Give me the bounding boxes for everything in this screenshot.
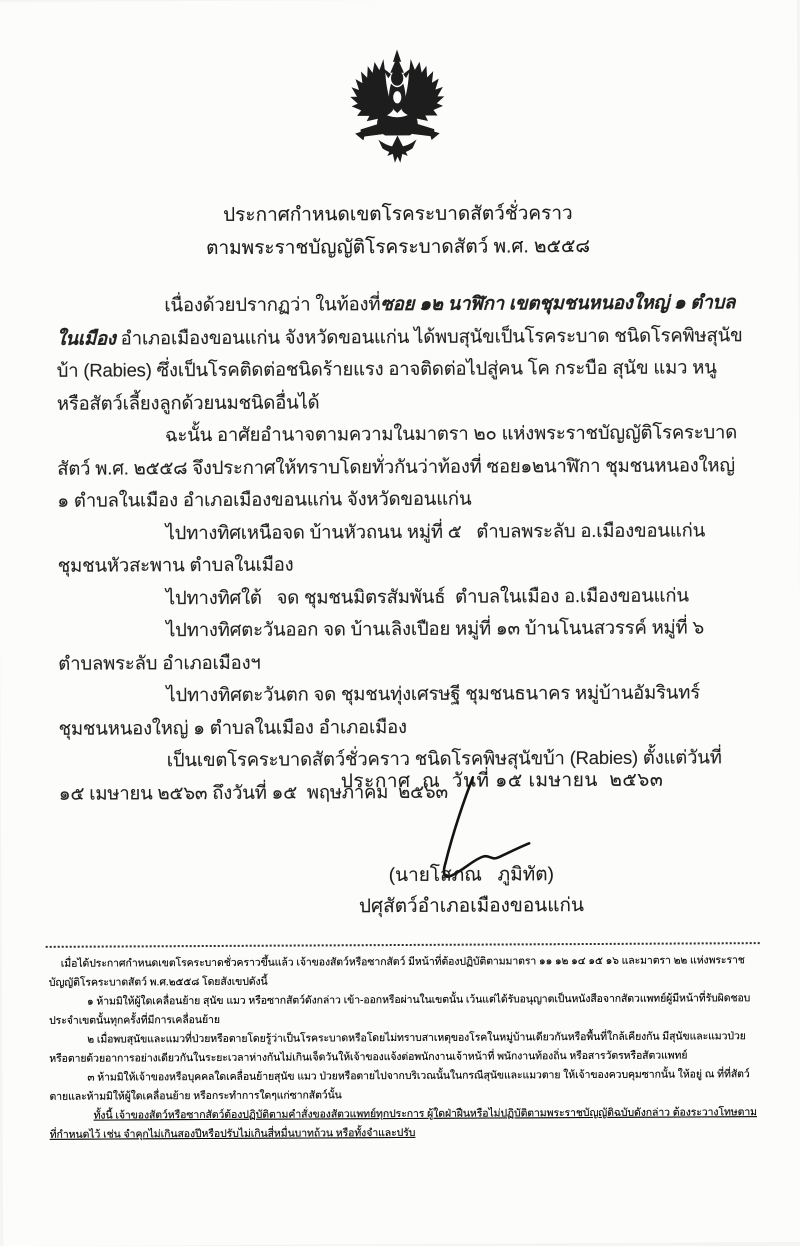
dotted-divider: [46, 942, 760, 948]
announcement-date-line: ประกาศ ณ วันที่ ๑๕ เมษายน ๒๕๖๓: [340, 769, 664, 793]
paragraph-effective-period: เป็นเขตโรคระบาดสัตว์ชั่วคราว ชนิดโรคพิษสุนัขบ้า (Rabies) ตั้งแต่วันที่ ๑๕ เมษายน ๒๕๖๓ ถึงวันที่ ๑๕ พฤษภาคม ๒๕๖๓: [58, 746, 722, 804]
signatory-block: [321, 859, 621, 923]
footnote-item-1: ๑ ห้ามมิให้ผู้ใดเคลื่อนย้าย สุนัข แมว หรือซากสัตว์ดังกล่าว เข้า-ออกหรือผ่านในเขตนั้น เว้นแต่ได้รับอนุญาตเป็นหนังสือจากสัตวแพทย์ผู้มีหน้าที่รับผิดชอบประจำเขตนั้นทุกครั้งที่มีการเคลื่อนย้าย: [49, 992, 751, 1027]
boundary-south: ไปทางทิศใต้ จด ชุมชนมิตรสัมพันธ์ ตำบลในเมือง อ.เมืองขอนแก่น: [165, 583, 689, 608]
boundary-west: ไปทางทิศตะวันตก จด ชุมชนทุ่งเศรษฐี ชุมชนธนาคร หมู่บ้านอัมรินทร์ ชุมชนหนองใหญ่ ๑ ตำบลในเมือง อำเภอเมือง: [58, 681, 701, 739]
boundary-east: ไปทางทิศตะวันออก จด บ้านเลิงเปือย หมู่ที่ ๑๓ บ้านโนนสวรรค์ หมู่ที่ ๖ ตำบลพระลับ อำเภอเมืองฯ: [58, 616, 705, 674]
footnote-item-2: ๒ เมื่อพบสุนัขและแมวที่ป่วยหรือตายโดยรู้ว่าเป็นโรคระบาดหรือโดยไม่ทราบสาเหตุของโรคในหมู่บ้านเดียวกันหรือพื้นที่ใกล้เคียงกัน มีสุนัขและแมวป่วยหรือตายด้วยอาการอย่างเดียวกันในระยะเวลาห่างกันไม่เกินเจ็ดวันให้เจ้าของแจ้งต่อพนักงานเจ้าหน้าที่ พนักงานท้องถิ่น หรือสารวัตรหรือสัตวแพทย์: [49, 1030, 746, 1065]
outbreak-location-emphasis: ซอย ๑๒ นาฬิกา เขตชุมชนหนองใหญ่ ๑ ตำบลในเมือง: [56, 291, 736, 349]
paragraph-authority: ฉะนั้น อาศัยอำนาจตามความในมาตรา ๒๐ แห่งพระราชบัญญัติโรคระบาดสัตว์ พ.ศ. ๒๕๕๘ จึงประกาศให้ทราบโดยทั่วกันว่าท้องที่ ซอย๑๒นาฬิกา ชุมชนหนองใหญ่ ๑ ตำบลในเมือง อำเภอเมืองขอนแก่น จังหวัดขอนแก่น: [57, 421, 738, 511]
title-line-2: ตามพระราชบัญญัติโรคระบาดสัตว์ พ.ศ. ๒๕๕๘: [206, 236, 591, 260]
footnote-intro: เมื่อได้ประกาศกำหนดเขตโรคระบาดชั่วคราวขึ้นแล้ว เจ้าของสัตว์หรือซากสัตว์ มีหน้าที่ต้องปฏิบัติตามมาตรา ๑๑ ๑๒ ๑๔ ๑๕ ๑๖ และมาตรา ๒๒ แห่งพระราชบัญญัติโรคระบาดสัตว์ พ.ศ.๒๕๕๘ โดยสังเขปดังนี้: [48, 954, 745, 989]
footnote-warning-underlined: ทั้งนี้ เจ้าของสัตว์หรือซากสัตว์ต้องปฏิบัติตามคำสั่งของสัตวแพทย์ทุกประการ ผู้ใดฝ่าฝืนหรือไม่ปฏิบัติตามพระราชบัญญัติฉบับดังกล่าว ต้องระวางโทษตามที่กำหนดไว้ เช่น จำคุกไม่เกินสองปีหรือปรับไม่เกินสี่หมื่นบาทถ้วน หรือทั้งจำและปรับ: [49, 1106, 757, 1141]
preamble-prefix: เนื่องด้วยปรากฏว่า ในท้องที่: [164, 293, 381, 316]
title-line-1: ประกาศกำหนดเขตโรคระบาดสัตว์ชั่วคราว: [223, 203, 573, 226]
footnote-item-3: ๓ ห้ามมิให้เจ้าของหรือบุคคลใดเคลื่อนย้ายสุนัข แมว ป่วยหรือตายไปจากบริเวณนั้นในกรณีสุนัขและแมวตาย ให้เจ้าของควบคุมซากนั้น ให้อยู่ ณ ที่ที่สัตว์ตายและห้ามมิให้ผู้ใดเคลื่อนย้าย หรือกระทำการใดๆแก่ซากสัตว์นั้น: [49, 1068, 750, 1103]
garuda-emblem-icon: [0, 38, 798, 192]
signatory-name: (นายโสภณ ภูมิทัต): [388, 864, 554, 887]
document-title: [0, 196, 798, 266]
paragraph-preamble: [56, 286, 747, 420]
boundary-north: ไปทางทิศเหนือจด บ้านหัวถนน หมู่ที่ ๕ ตำบลพระลับ อ.เมืองขอนแก่น ชุมชนหัวสะพาน ตำบลในเมือง: [57, 518, 706, 576]
preamble-rest: อำเภอเมืองขอนแก่น จังหวัดขอนแก่น ได้พบสุนัขเป็นโรคระบาด ชนิดโรคพิษสุนัขบ้า (Rabies) ซึ่งเป็นโรคติดต่อชนิดร้ายแรง อาจติดต่อไปสู่คน โค กระบือ สุนัข แมว หนู หรือสัตว์เลี้ยงลูกด้วยนมชนิดอื่นได้: [56, 323, 743, 414]
document-body: [56, 286, 749, 810]
signatory-title: ปศุสัตว์อำเภอเมืองขอนแก่น: [358, 895, 585, 918]
legal-footnote: [49, 951, 758, 1145]
